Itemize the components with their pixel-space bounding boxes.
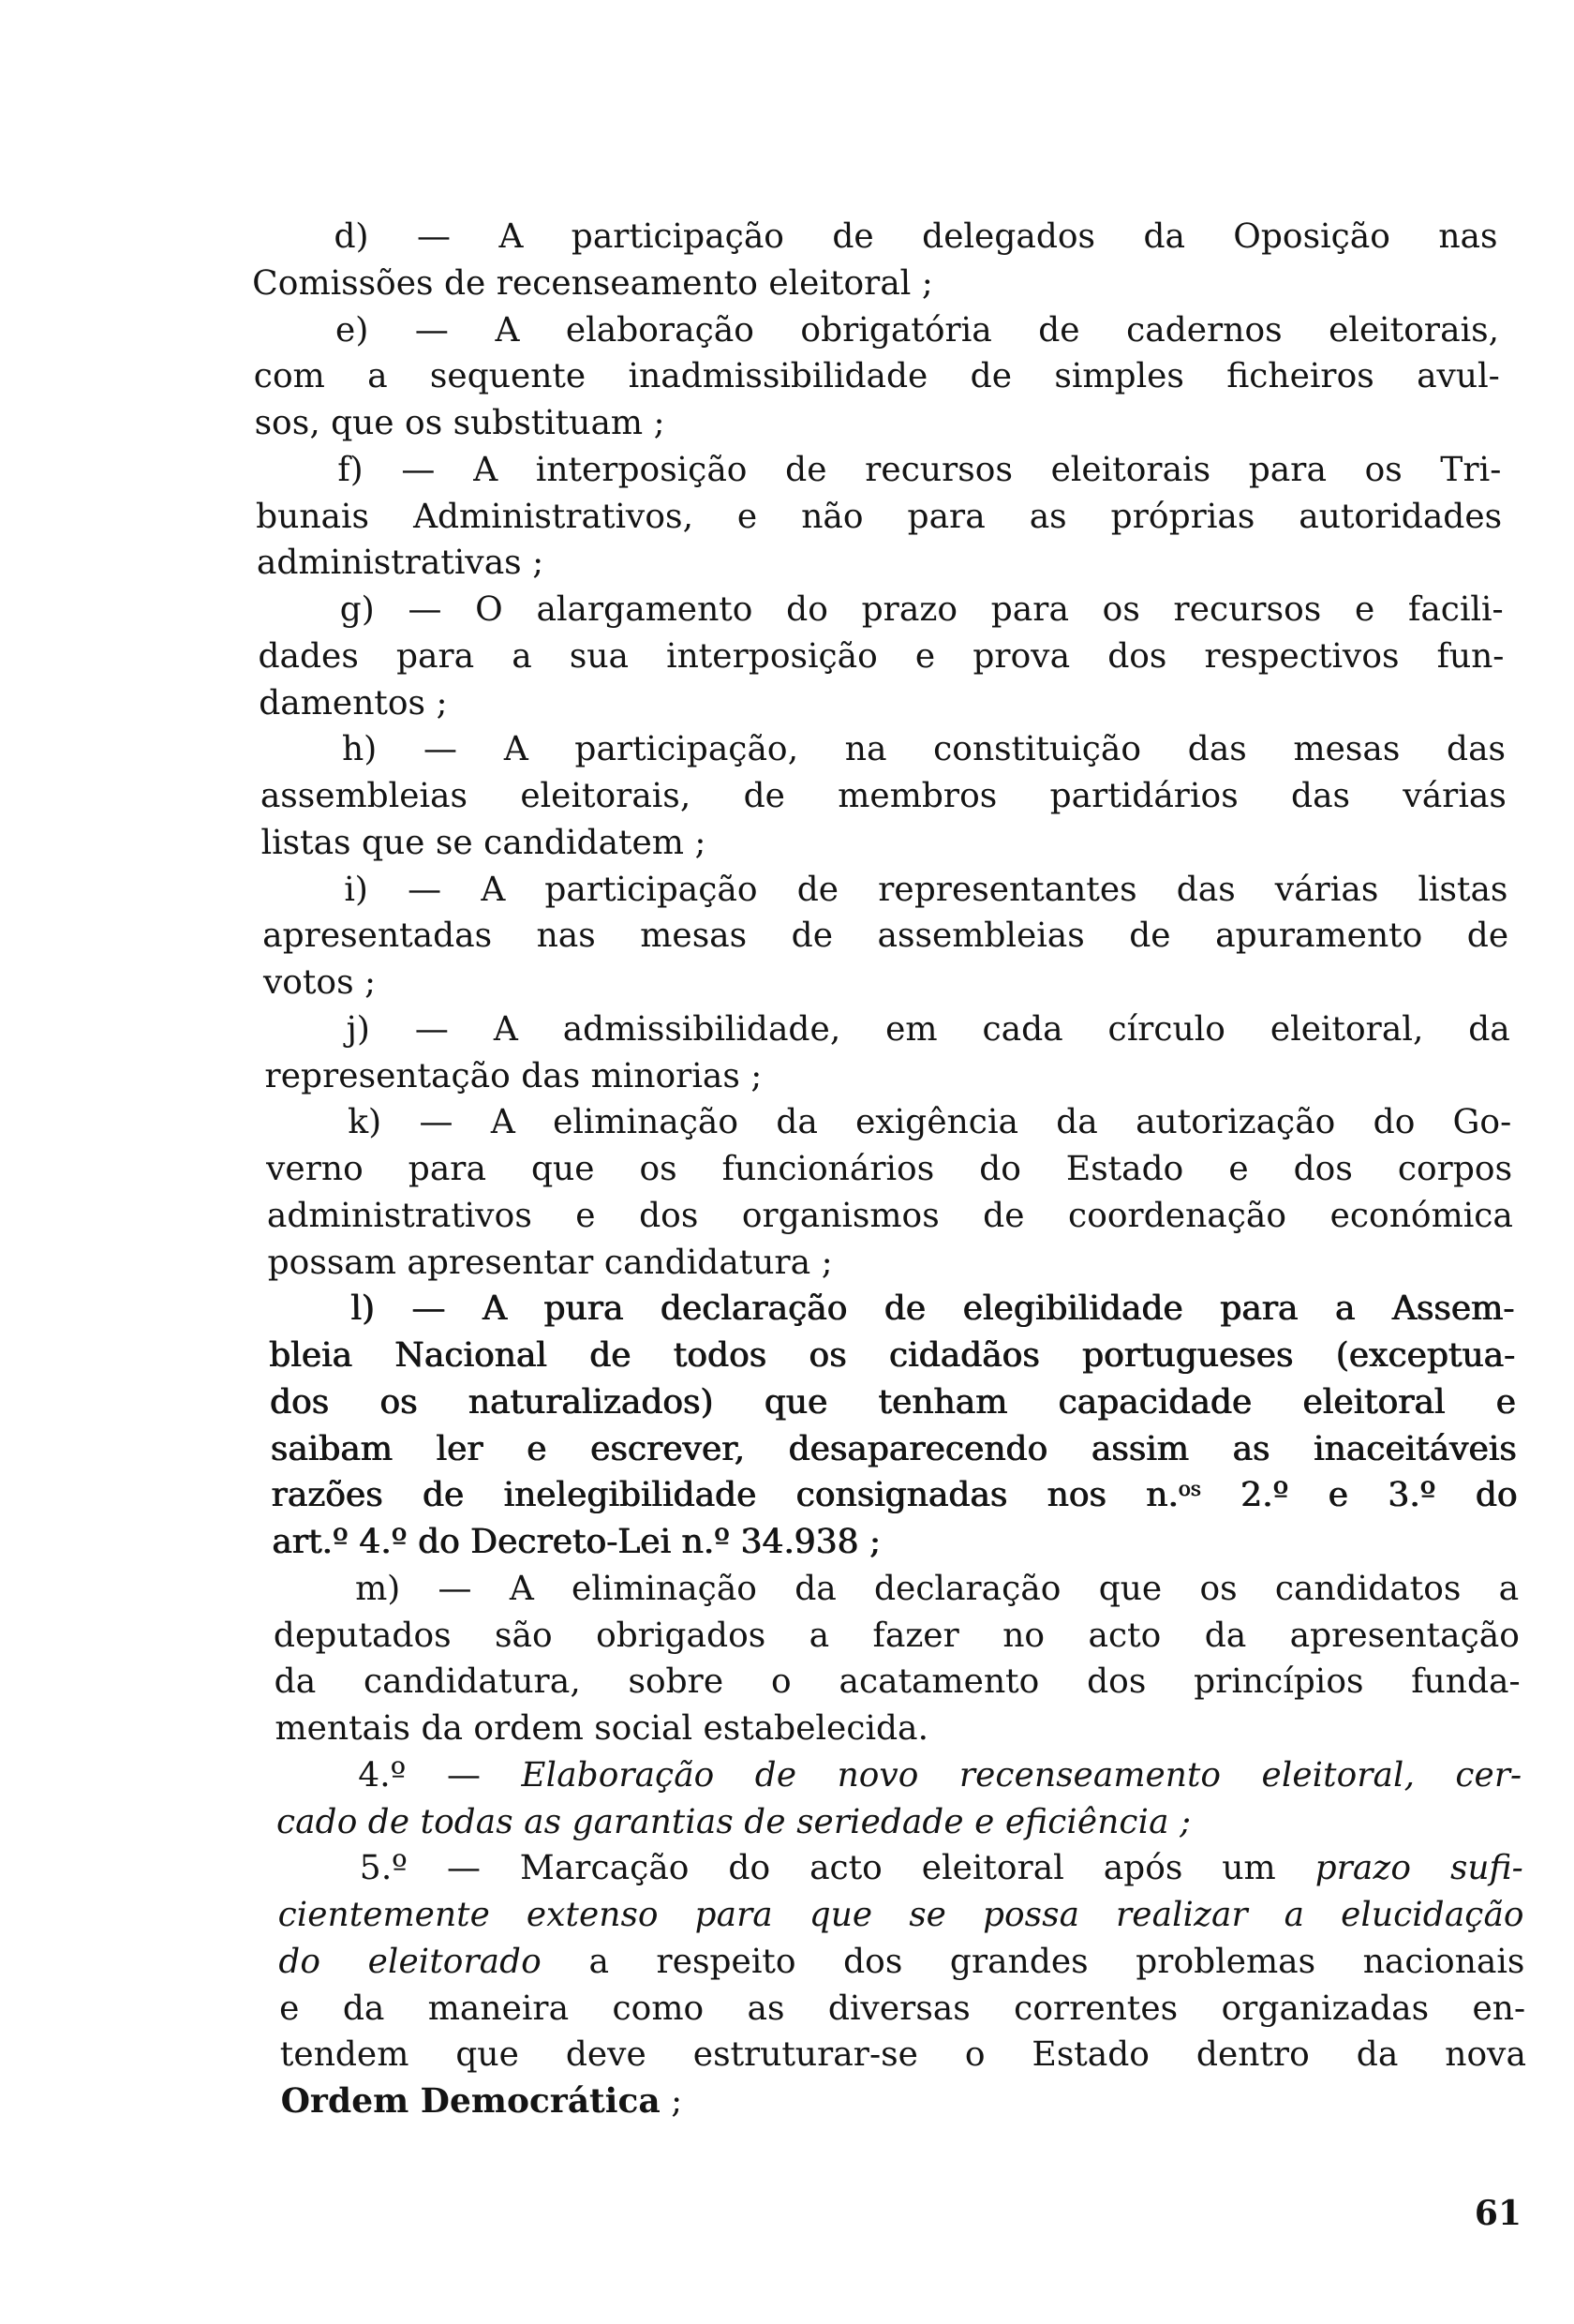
line-5-6 bbox=[280, 2078, 1527, 2125]
line-5-1 bbox=[276, 1845, 1523, 1892]
line-e-1: e) — A elaboração obrigatória de cadernos eleitorais, bbox=[334, 310, 1500, 350]
line-5-4: e da maneira como as diversas correntes organizadas en- bbox=[278, 1989, 1526, 2028]
line-l-5 bbox=[271, 1472, 1518, 1519]
item-number-4: 4.º — bbox=[357, 1755, 522, 1795]
line-g-2: dades para a sua interposição e prova dos respectivos fun- bbox=[258, 636, 1505, 676]
line-m-3: da candidatura, sobre o acatamento dos princípios funda- bbox=[274, 1662, 1521, 1702]
line-k-3: administrativos e dos organismos de coordenação económica bbox=[266, 1196, 1514, 1235]
ordinal-superscript: os bbox=[1178, 1478, 1201, 1502]
paragraph-5 bbox=[276, 1845, 1527, 2125]
line-f-3: administrativas ; bbox=[256, 544, 544, 583]
line-5-2: cientemente extenso para que se possa realizar a elucidação bbox=[277, 1896, 1524, 1934]
line-i-2: apresentadas nas mesas de assembleias de apuramento de bbox=[261, 916, 1509, 956]
line-i-3: votos ; bbox=[262, 963, 377, 1002]
paragraph-g bbox=[257, 587, 1505, 726]
line-k-1: k) — A eliminação da exigência da autorização do Go- bbox=[347, 1103, 1512, 1142]
line-g-3: damentos ; bbox=[258, 683, 448, 723]
paragraph-d bbox=[251, 214, 1499, 307]
line-e-2: com a sequente inadmissibilidade de simples ficheiros avul- bbox=[253, 357, 1501, 396]
line-m-4: mentais da ordem social estabelecida. bbox=[275, 1709, 929, 1748]
line-h-2: assembleias eleitorais, de membros partidários das várias bbox=[260, 777, 1507, 815]
line-5-6-bold: Ordem Democrática bbox=[280, 2081, 661, 2121]
line-5-3-text: a respeito dos grandes problemas nacionais bbox=[541, 1942, 1525, 1981]
paragraph-h bbox=[260, 726, 1507, 866]
line-5-1-text: 5.º — Marcação do acto eleitoral após um bbox=[359, 1849, 1315, 1888]
line-5-6-text: ; bbox=[660, 2082, 683, 2121]
line-f-1: f) — A interposição de recursos eleitorais para os Tri- bbox=[336, 450, 1502, 489]
line-l-1: l) — A pura declaração de elegibilidade para a Assem- bbox=[350, 1289, 1515, 1329]
line-l-5-text-a: razões de inelegibilidade consignadas nos n. bbox=[271, 1476, 1180, 1515]
line-5-1-italic: prazo sufi- bbox=[1314, 1849, 1524, 1888]
page-number: 61 bbox=[1474, 2194, 1522, 2233]
line-4-1 bbox=[275, 1752, 1522, 1799]
line-5-3-italic: do eleitorado bbox=[277, 1942, 542, 1981]
line-f-2: bunais Administrativos, e não para as próprias autoridades bbox=[255, 497, 1503, 536]
line-j-2: representação das minorias ; bbox=[264, 1056, 763, 1095]
line-4-2: cado de todas as garantias de seriedade e eficiência ; bbox=[275, 1802, 1192, 1841]
line-g-1: g) — O alargamento do prazo para os recursos e facili- bbox=[339, 590, 1504, 629]
line-i-1: i) — A participação de representantes das várias listas bbox=[344, 870, 1508, 909]
line-k-4: possam apresentar candidatura ; bbox=[267, 1243, 833, 1282]
line-e-3: sos, que os substituam ; bbox=[254, 404, 665, 442]
line-m-2: deputados são obrigados a fazer no acto da apresentação bbox=[273, 1616, 1521, 1655]
paragraph-j bbox=[263, 1006, 1511, 1100]
line-h-1: h) — A participação, na constituição das mesas das bbox=[341, 730, 1507, 769]
line-5-3 bbox=[278, 1939, 1525, 1986]
paragraph-k bbox=[265, 1099, 1514, 1286]
line-l-6: art.º 4.º do Decreto-Lei n.º 34.938 ; bbox=[271, 1523, 882, 1561]
line-j-1: j) — A admissibilidade, em cada círculo eleitoral, da bbox=[346, 1009, 1510, 1049]
body-text bbox=[251, 214, 1527, 2125]
paragraph-l bbox=[268, 1286, 1519, 1566]
line-l-5-text-b: 2.º e 3.º do bbox=[1200, 1476, 1518, 1515]
paragraph-f bbox=[255, 447, 1503, 587]
line-k-2: verno para que os funcionários do Estado e dos corpos bbox=[265, 1150, 1513, 1188]
line-m-1: m) — A eliminação da declaração que os candidatos a bbox=[354, 1569, 1520, 1608]
line-4-1-italic: Elaboração de novo recenseamento eleitoral, cer- bbox=[521, 1755, 1522, 1795]
paragraph-4 bbox=[275, 1752, 1523, 1846]
line-l-2: bleia Nacional de todos os cidadãos portugueses (exceptua- bbox=[268, 1336, 1516, 1375]
line-d-2: Comissões de recenseamento eleitoral ; bbox=[251, 263, 934, 303]
line-l-3: dos os naturalizados) que tenham capacidade eleitoral e bbox=[269, 1382, 1517, 1422]
paragraph-m bbox=[273, 1566, 1522, 1752]
line-5-5: tendem que deve estruturar-se o Estado dentro da nova bbox=[279, 2035, 1527, 2075]
paragraph-i bbox=[261, 867, 1509, 1006]
line-d-1: d) — A participação de delegados da Oposição nas bbox=[334, 217, 1498, 256]
paragraph-e bbox=[253, 307, 1501, 447]
line-l-4: saibam ler e escrever, desaparecendo assim as inaceitáveis bbox=[270, 1429, 1518, 1468]
line-h-3: listas que se candidatem ; bbox=[260, 823, 706, 862]
